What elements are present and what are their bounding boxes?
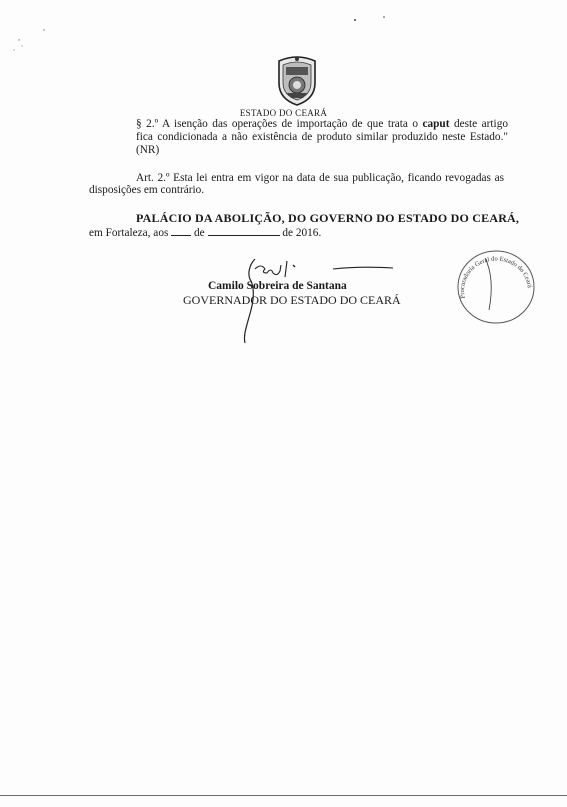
date-line <box>89 226 321 239</box>
paragraph-2-line1 <box>136 118 508 131</box>
bottom-rule <box>0 795 567 796</box>
signer-title: GOVERNADOR DO ESTADO DO CEARÁ <box>183 293 401 307</box>
paragraph-2-suffix: deste artigo <box>449 118 508 130</box>
day-blank <box>171 226 191 236</box>
date-suffix: de 2016. <box>282 227 322 239</box>
procuradoria-stamp <box>455 248 537 326</box>
date-middle: de <box>194 227 205 239</box>
palace-line: PALÁCIO DA ABOLIÇÃO, DO GOVERNO DO ESTADO DO CEARÁ, <box>136 211 520 225</box>
date-prefix: em Fortaleza, aos <box>89 227 169 239</box>
paragraph-2-line3: (NR) <box>136 144 160 156</box>
paragraph-2-section <box>136 118 508 131</box>
svg-text:Procuradoria Geral do Estado d <box>459 256 533 300</box>
paragraph-2-line2: fica condicionada a não existência de produto similar produzido neste Estado." <box>136 131 508 143</box>
stamp-text: Procuradoria Geral do Estado do Ceará <box>458 255 533 300</box>
signer-name: Camilo Sobreira de Santana <box>208 280 347 292</box>
article-2-line1: Art. 2.º Esta lei entra em vigor na data de sua publicação, ficando revogadas as <box>136 172 504 184</box>
month-blank <box>208 226 280 236</box>
scan-specks <box>0 0 567 60</box>
caput-emphasis: caput <box>422 118 450 130</box>
paragraph-2-prefix: § 2.º A isenção das operações de importação de que trata o <box>136 118 423 130</box>
article-2-line2: disposições em contrário. <box>89 184 205 196</box>
ceara-coat-of-arms-icon <box>273 55 321 107</box>
state-name-header: ESTADO DO CEARÁ <box>239 108 328 118</box>
